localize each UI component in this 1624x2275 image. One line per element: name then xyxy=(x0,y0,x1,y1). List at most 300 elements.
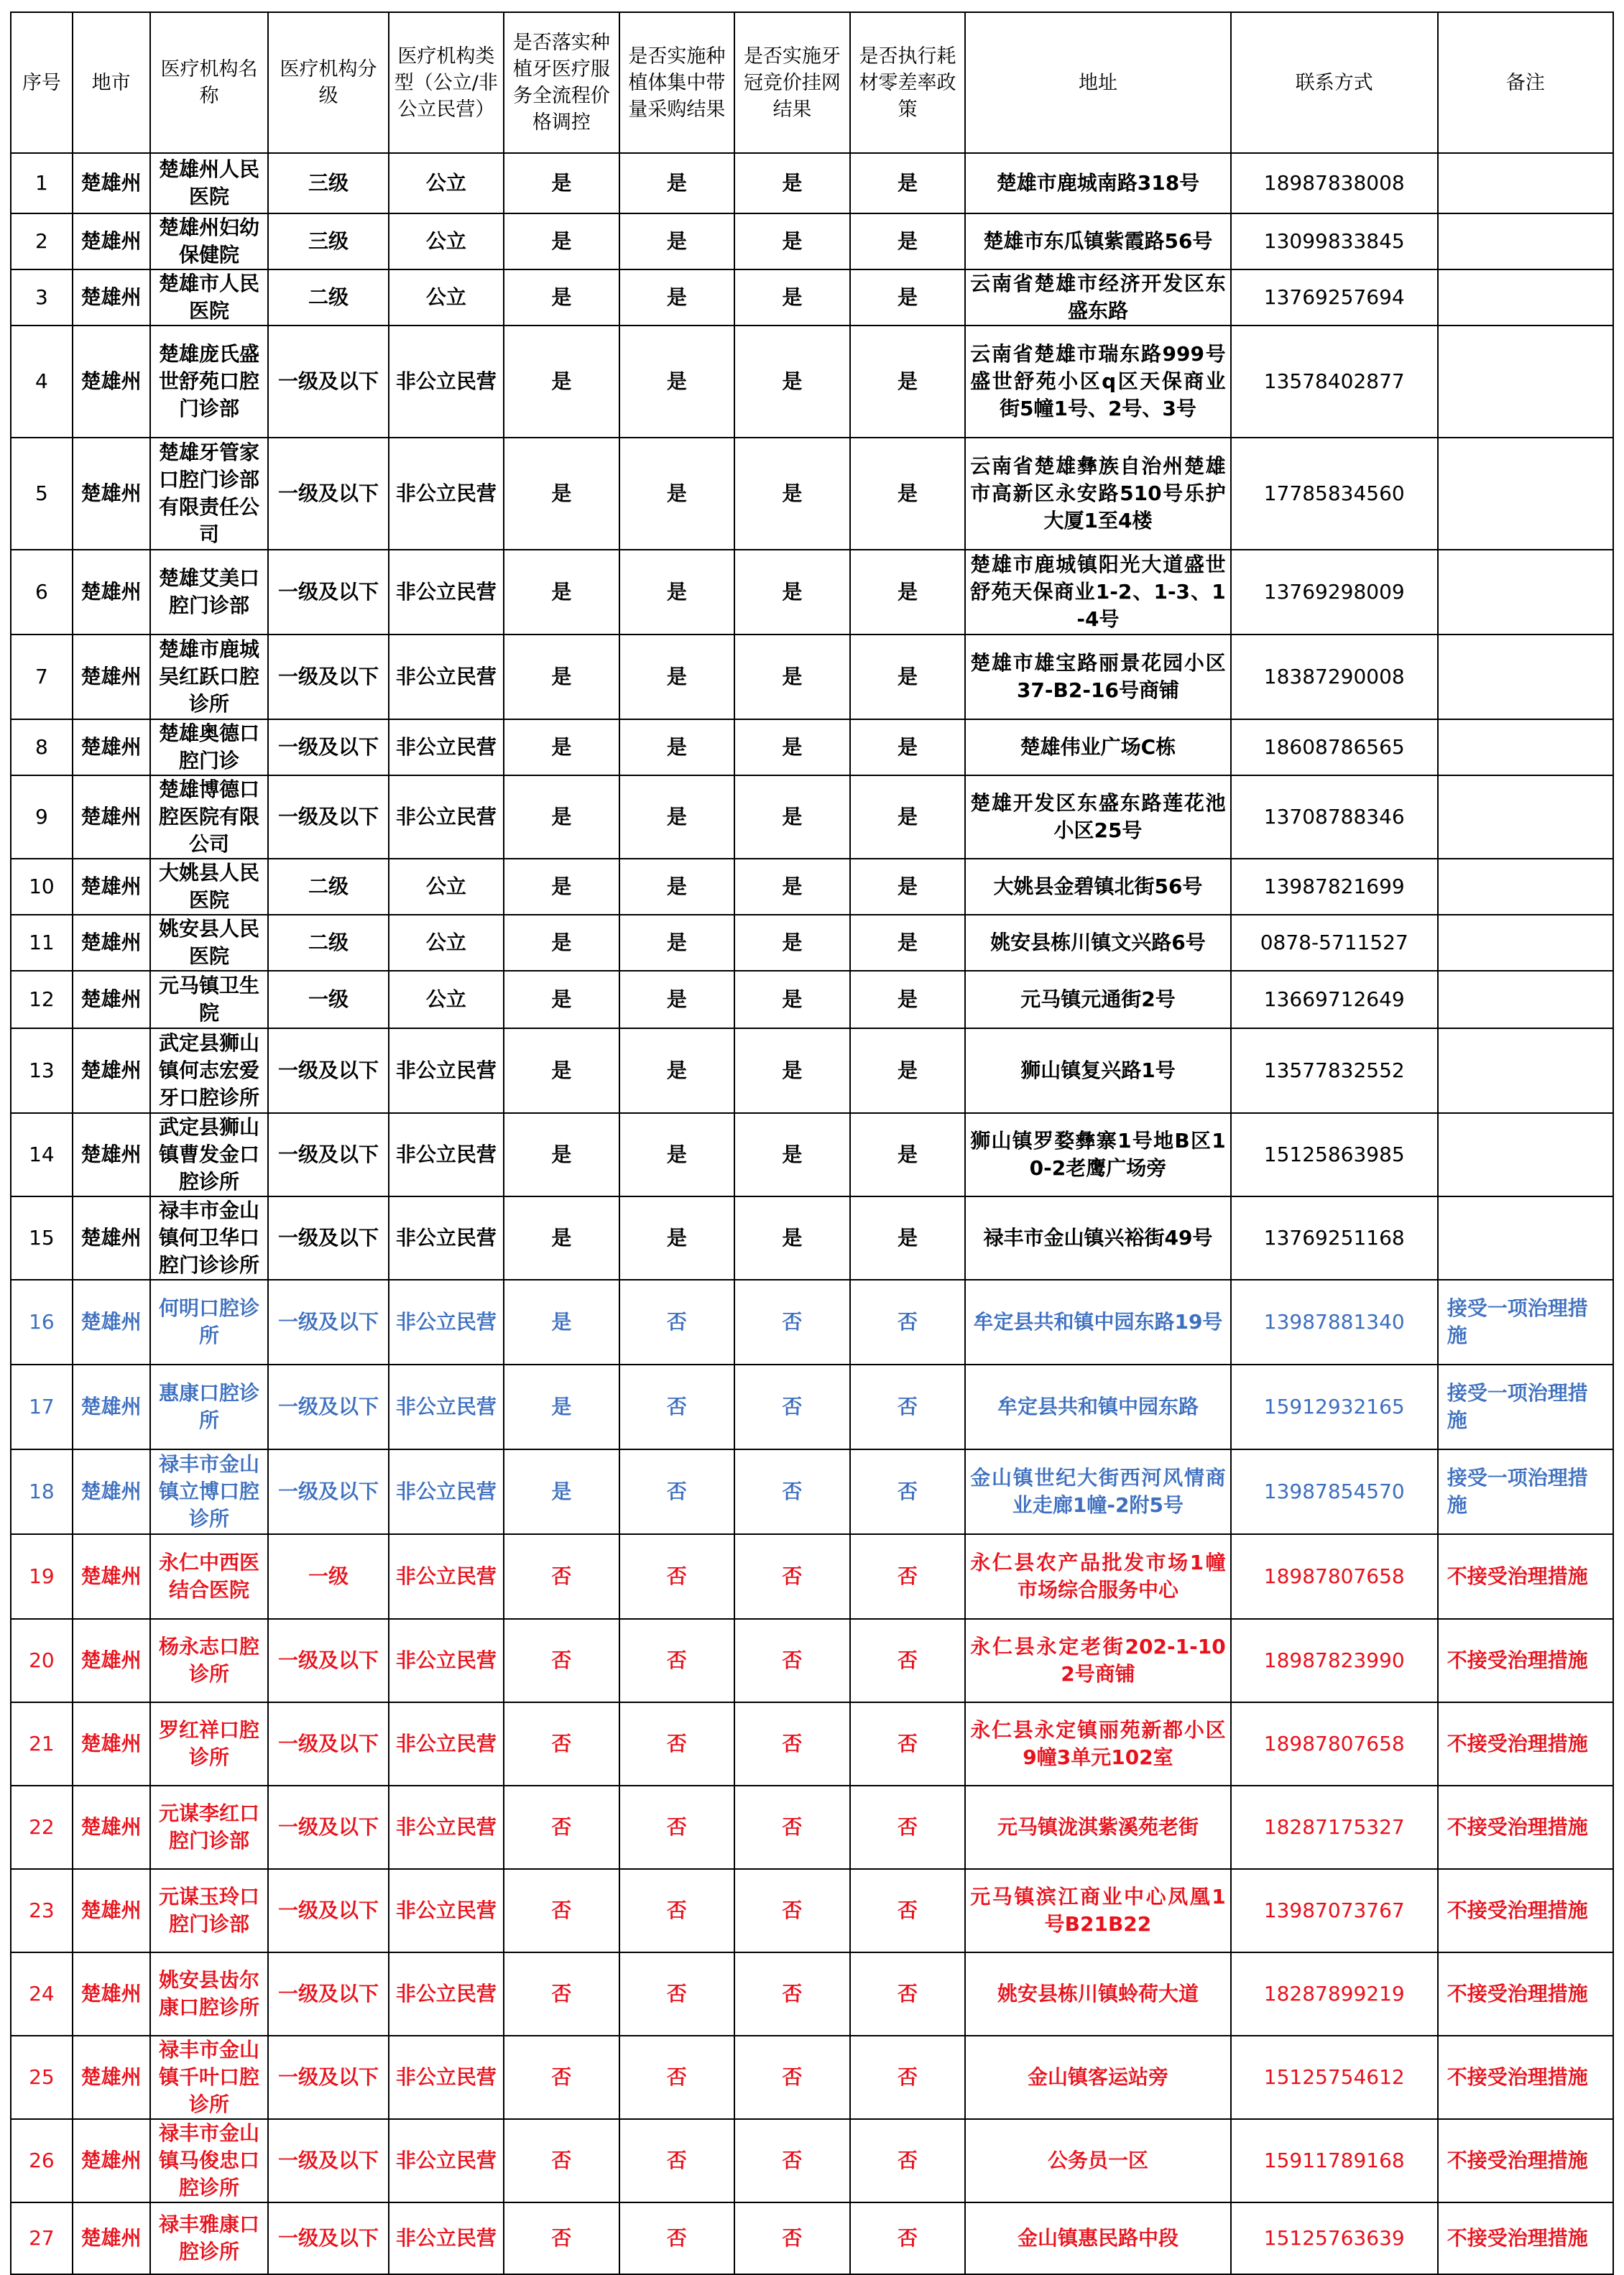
table-body xyxy=(11,153,1613,2274)
table-row xyxy=(11,1113,1613,1196)
cell-note xyxy=(1438,153,1613,213)
cell-addr: 狮山镇罗婺彝寨1号地B区10-2老鹰广场旁 xyxy=(965,1113,1230,1196)
cell-note xyxy=(1438,859,1613,915)
cell-q4: 否 xyxy=(850,1702,966,1786)
cell-q3: 是 xyxy=(734,153,850,213)
cell-addr: 金山镇惠民路中段 xyxy=(965,2202,1230,2274)
cell-q3: 是 xyxy=(734,859,850,915)
cell-q2: 否 xyxy=(619,1449,735,1534)
cell-q2: 是 xyxy=(619,1113,735,1196)
cell-name: 罗红祥口腔诊所 xyxy=(150,1702,269,1786)
cell-q4: 否 xyxy=(850,1619,966,1702)
cell-type: 非公立民营 xyxy=(389,1869,504,1952)
cell-city: 楚雄州 xyxy=(73,1365,150,1449)
cell-city: 楚雄州 xyxy=(73,1702,150,1786)
cell-grade: 一级及以下 xyxy=(268,634,388,719)
cell-no: 26 xyxy=(11,2119,73,2202)
cell-q2: 否 xyxy=(619,1786,735,1869)
cell-type: 非公立民营 xyxy=(389,1952,504,2036)
cell-phone: 18287899219 xyxy=(1231,1952,1438,2036)
cell-q2: 是 xyxy=(619,550,735,634)
cell-name: 禄丰市金山镇千叶口腔诊所 xyxy=(150,2036,269,2119)
cell-q2: 是 xyxy=(619,971,735,1028)
cell-q4: 是 xyxy=(850,634,966,719)
cell-addr: 永仁县永定镇丽苑新都小区9幢3单元102室 xyxy=(965,1702,1230,1786)
cell-type: 非公立民营 xyxy=(389,1028,504,1113)
cell-type: 非公立民营 xyxy=(389,1786,504,1869)
cell-q4: 是 xyxy=(850,1113,966,1196)
cell-addr: 楚雄市东瓜镇紫霞路56号 xyxy=(965,213,1230,269)
cell-addr: 楚雄市鹿城南路318号 xyxy=(965,153,1230,213)
cell-addr: 楚雄开发区东盛东路莲花池小区25号 xyxy=(965,775,1230,859)
header-grade: 医疗机构分级 xyxy=(268,12,388,153)
cell-grade: 一级及以下 xyxy=(268,2036,388,2119)
cell-name: 元谋玉玲口腔门诊部 xyxy=(150,1869,269,1952)
cell-city: 楚雄州 xyxy=(73,1534,150,1619)
header-q2: 是否实施种植体集中带量采购结果 xyxy=(619,12,735,153)
cell-city: 楚雄州 xyxy=(73,719,150,775)
cell-grade: 一级 xyxy=(268,971,388,1028)
cell-no: 15 xyxy=(11,1196,73,1280)
cell-q3: 否 xyxy=(734,1280,850,1365)
cell-city: 楚雄州 xyxy=(73,550,150,634)
cell-name: 元谋李红口腔门诊部 xyxy=(150,1786,269,1869)
cell-addr: 公务员一区 xyxy=(965,2119,1230,2202)
cell-q4: 否 xyxy=(850,1280,966,1365)
cell-grade: 一级及以下 xyxy=(268,438,388,550)
cell-no: 27 xyxy=(11,2202,73,2274)
cell-phone: 13669712649 xyxy=(1231,971,1438,1028)
cell-q3: 是 xyxy=(734,326,850,438)
cell-grade: 一级及以下 xyxy=(268,1952,388,2036)
header-note: 备注 xyxy=(1438,12,1613,153)
cell-type: 非公立民营 xyxy=(389,438,504,550)
cell-q1: 是 xyxy=(504,1196,619,1280)
cell-q4: 是 xyxy=(850,719,966,775)
cell-phone: 15911789168 xyxy=(1231,2119,1438,2202)
cell-addr: 大姚县金碧镇北街56号 xyxy=(965,859,1230,915)
cell-phone: 17785834560 xyxy=(1231,438,1438,550)
cell-name: 大姚县人民医院 xyxy=(150,859,269,915)
cell-q2: 是 xyxy=(619,915,735,971)
table-row xyxy=(11,1280,1613,1365)
cell-name: 禄丰市金山镇立博口腔诊所 xyxy=(150,1449,269,1534)
table-row xyxy=(11,1786,1613,1869)
cell-note xyxy=(1438,915,1613,971)
table-row xyxy=(11,1952,1613,2036)
cell-note xyxy=(1438,269,1613,326)
cell-q1: 是 xyxy=(504,153,619,213)
cell-type: 非公立民营 xyxy=(389,1534,504,1619)
cell-phone: 18987823990 xyxy=(1231,1619,1438,1702)
table-row xyxy=(11,269,1613,326)
cell-phone: 13769251168 xyxy=(1231,1196,1438,1280)
cell-city: 楚雄州 xyxy=(73,971,150,1028)
cell-phone: 0878-5711527 xyxy=(1231,915,1438,971)
cell-q4: 否 xyxy=(850,1365,966,1449)
cell-grade: 三级 xyxy=(268,213,388,269)
cell-note: 不接受治理措施 xyxy=(1438,1619,1613,1702)
cell-city: 楚雄州 xyxy=(73,859,150,915)
cell-name: 禄丰雅康口腔诊所 xyxy=(150,2202,269,2274)
cell-addr: 狮山镇复兴路1号 xyxy=(965,1028,1230,1113)
cell-phone: 13577832552 xyxy=(1231,1028,1438,1113)
cell-city: 楚雄州 xyxy=(73,1869,150,1952)
cell-type: 非公立民营 xyxy=(389,1196,504,1280)
cell-city: 楚雄州 xyxy=(73,1449,150,1534)
cell-q3: 是 xyxy=(734,438,850,550)
table-row xyxy=(11,1196,1613,1280)
cell-q1: 是 xyxy=(504,915,619,971)
cell-no: 23 xyxy=(11,1869,73,1952)
cell-q1: 是 xyxy=(504,326,619,438)
cell-phone: 13099833845 xyxy=(1231,213,1438,269)
table-row xyxy=(11,859,1613,915)
cell-q3: 是 xyxy=(734,634,850,719)
cell-type: 非公立民营 xyxy=(389,2202,504,2274)
cell-name: 楚雄市鹿城吴红跃口腔诊所 xyxy=(150,634,269,719)
cell-type: 非公立民营 xyxy=(389,550,504,634)
cell-city: 楚雄州 xyxy=(73,269,150,326)
cell-q4: 否 xyxy=(850,1534,966,1619)
cell-addr: 永仁县农产品批发市场1幢市场综合服务中心 xyxy=(965,1534,1230,1619)
cell-q3: 否 xyxy=(734,1786,850,1869)
cell-name: 楚雄州人民医院 xyxy=(150,153,269,213)
cell-no: 25 xyxy=(11,2036,73,2119)
cell-q4: 是 xyxy=(850,971,966,1028)
cell-q1: 是 xyxy=(504,719,619,775)
cell-q4: 否 xyxy=(850,1786,966,1869)
cell-addr: 金山镇世纪大街西河风情商业走廊1幢-2附5号 xyxy=(965,1449,1230,1534)
cell-no: 2 xyxy=(11,213,73,269)
cell-q1: 否 xyxy=(504,1952,619,2036)
cell-name: 武定县狮山镇曹发金口腔诊所 xyxy=(150,1113,269,1196)
cell-no: 19 xyxy=(11,1534,73,1619)
cell-grade: 一级及以下 xyxy=(268,1280,388,1365)
cell-city: 楚雄州 xyxy=(73,1113,150,1196)
cell-grade: 一级及以下 xyxy=(268,1702,388,1786)
table-row xyxy=(11,1702,1613,1786)
cell-no: 18 xyxy=(11,1449,73,1534)
cell-grade: 一级及以下 xyxy=(268,1113,388,1196)
cell-q1: 是 xyxy=(504,1028,619,1113)
cell-q3: 是 xyxy=(734,1113,850,1196)
cell-q2: 是 xyxy=(619,634,735,719)
cell-grade: 一级及以下 xyxy=(268,1196,388,1280)
cell-q3: 否 xyxy=(734,1952,850,2036)
cell-name: 楚雄博德口腔医院有限公司 xyxy=(150,775,269,859)
cell-q3: 否 xyxy=(734,1449,850,1534)
cell-addr: 元马镇元通街2号 xyxy=(965,971,1230,1028)
cell-grade: 二级 xyxy=(268,859,388,915)
cell-q1: 是 xyxy=(504,859,619,915)
table-row xyxy=(11,1869,1613,1952)
cell-grade: 一级及以下 xyxy=(268,1619,388,1702)
cell-city: 楚雄州 xyxy=(73,438,150,550)
cell-type: 非公立民营 xyxy=(389,1280,504,1365)
cell-q4: 否 xyxy=(850,2036,966,2119)
cell-type: 公立 xyxy=(389,859,504,915)
cell-city: 楚雄州 xyxy=(73,153,150,213)
cell-name: 姚安县人民医院 xyxy=(150,915,269,971)
cell-phone: 15912932165 xyxy=(1231,1365,1438,1449)
cell-phone: 15125754612 xyxy=(1231,2036,1438,2119)
cell-q4: 否 xyxy=(850,1869,966,1952)
cell-addr: 永仁县永定老街202-1-102号商铺 xyxy=(965,1619,1230,1702)
cell-q1: 是 xyxy=(504,438,619,550)
cell-q4: 是 xyxy=(850,269,966,326)
cell-grade: 一级及以下 xyxy=(268,326,388,438)
cell-note xyxy=(1438,634,1613,719)
header-row xyxy=(11,12,1613,153)
cell-type: 非公立民营 xyxy=(389,1619,504,1702)
table-row xyxy=(11,438,1613,550)
cell-q2: 是 xyxy=(619,1196,735,1280)
cell-type: 非公立民营 xyxy=(389,2036,504,2119)
cell-q1: 否 xyxy=(504,1534,619,1619)
cell-q1: 是 xyxy=(504,971,619,1028)
cell-city: 楚雄州 xyxy=(73,1786,150,1869)
cell-grade: 一级 xyxy=(268,1534,388,1619)
cell-no: 7 xyxy=(11,634,73,719)
cell-grade: 一级及以下 xyxy=(268,1365,388,1449)
cell-q4: 是 xyxy=(850,438,966,550)
cell-q4: 否 xyxy=(850,1952,966,2036)
cell-q3: 否 xyxy=(734,1534,850,1619)
cell-q2: 否 xyxy=(619,1280,735,1365)
cell-city: 楚雄州 xyxy=(73,2036,150,2119)
cell-type: 非公立民营 xyxy=(389,634,504,719)
cell-name: 楚雄州妇幼保健院 xyxy=(150,213,269,269)
cell-addr: 云南省楚雄彝族自治州楚雄市高新区永安路510号乐护大厦1至4楼 xyxy=(965,438,1230,550)
cell-name: 永仁中西医结合医院 xyxy=(150,1534,269,1619)
table-row xyxy=(11,2202,1613,2274)
cell-city: 楚雄州 xyxy=(73,2202,150,2274)
cell-grade: 一级及以下 xyxy=(268,550,388,634)
cell-q1: 是 xyxy=(504,775,619,859)
cell-type: 非公立民营 xyxy=(389,775,504,859)
cell-q2: 是 xyxy=(619,438,735,550)
cell-phone: 18287175327 xyxy=(1231,1786,1438,1869)
cell-grade: 一级及以下 xyxy=(268,1449,388,1534)
cell-note xyxy=(1438,438,1613,550)
table-row xyxy=(11,1365,1613,1449)
cell-grade: 二级 xyxy=(268,915,388,971)
cell-note xyxy=(1438,326,1613,438)
table-row xyxy=(11,326,1613,438)
cell-phone: 13769298009 xyxy=(1231,550,1438,634)
cell-q4: 是 xyxy=(850,550,966,634)
cell-note: 不接受治理措施 xyxy=(1438,1702,1613,1786)
cell-q4: 否 xyxy=(850,1449,966,1534)
cell-q1: 否 xyxy=(504,2119,619,2202)
cell-name: 禄丰市金山镇何卫华口腔门诊诊所 xyxy=(150,1196,269,1280)
header-q3: 是否实施牙冠竞价挂网结果 xyxy=(734,12,850,153)
cell-q2: 是 xyxy=(619,326,735,438)
cell-q3: 否 xyxy=(734,1619,850,1702)
cell-q4: 是 xyxy=(850,859,966,915)
cell-q2: 是 xyxy=(619,153,735,213)
cell-q2: 否 xyxy=(619,2119,735,2202)
cell-no: 12 xyxy=(11,971,73,1028)
table-row xyxy=(11,153,1613,213)
cell-q1: 否 xyxy=(504,2202,619,2274)
cell-q3: 是 xyxy=(734,971,850,1028)
header-phone: 联系方式 xyxy=(1231,12,1438,153)
cell-q2: 否 xyxy=(619,2036,735,2119)
cell-name: 何明口腔诊所 xyxy=(150,1280,269,1365)
cell-name: 武定县狮山镇何志宏爱牙口腔诊所 xyxy=(150,1028,269,1113)
cell-phone: 18608786565 xyxy=(1231,719,1438,775)
cell-city: 楚雄州 xyxy=(73,1952,150,2036)
cell-no: 11 xyxy=(11,915,73,971)
cell-grade: 一级及以下 xyxy=(268,1869,388,1952)
cell-q3: 是 xyxy=(734,550,850,634)
cell-q3: 是 xyxy=(734,775,850,859)
cell-type: 非公立民营 xyxy=(389,1449,504,1534)
cell-type: 非公立民营 xyxy=(389,1365,504,1449)
cell-q2: 否 xyxy=(619,1952,735,2036)
cell-grade: 一级及以下 xyxy=(268,775,388,859)
cell-q4: 是 xyxy=(850,326,966,438)
cell-city: 楚雄州 xyxy=(73,634,150,719)
cell-addr: 元马镇滨江商业中心凤凰1号B21B22 xyxy=(965,1869,1230,1952)
cell-phone: 18387290008 xyxy=(1231,634,1438,719)
cell-phone: 15125863985 xyxy=(1231,1113,1438,1196)
cell-q4: 否 xyxy=(850,2202,966,2274)
cell-q2: 否 xyxy=(619,1702,735,1786)
cell-no: 20 xyxy=(11,1619,73,1702)
cell-type: 非公立民营 xyxy=(389,2119,504,2202)
cell-phone: 13769257694 xyxy=(1231,269,1438,326)
cell-q3: 否 xyxy=(734,1365,850,1449)
cell-note xyxy=(1438,1028,1613,1113)
cell-phone: 13987854570 xyxy=(1231,1449,1438,1534)
cell-no: 4 xyxy=(11,326,73,438)
cell-type: 非公立民营 xyxy=(389,1113,504,1196)
cell-q2: 是 xyxy=(619,213,735,269)
cell-phone: 13578402877 xyxy=(1231,326,1438,438)
cell-phone: 13987821699 xyxy=(1231,859,1438,915)
cell-q1: 是 xyxy=(504,269,619,326)
cell-note xyxy=(1438,971,1613,1028)
cell-note xyxy=(1438,213,1613,269)
cell-q4: 是 xyxy=(850,1196,966,1280)
table-row xyxy=(11,2036,1613,2119)
cell-city: 楚雄州 xyxy=(73,775,150,859)
cell-type: 公立 xyxy=(389,269,504,326)
cell-phone: 18987807658 xyxy=(1231,1534,1438,1619)
cell-grade: 一级及以下 xyxy=(268,1028,388,1113)
cell-q4: 是 xyxy=(850,213,966,269)
cell-city: 楚雄州 xyxy=(73,1028,150,1113)
cell-city: 楚雄州 xyxy=(73,915,150,971)
cell-name: 楚雄艾美口腔门诊部 xyxy=(150,550,269,634)
cell-name: 惠康口腔诊所 xyxy=(150,1365,269,1449)
cell-note: 接受一项治理措施 xyxy=(1438,1280,1613,1365)
cell-type: 非公立民营 xyxy=(389,1702,504,1786)
cell-phone: 13987881340 xyxy=(1231,1280,1438,1365)
cell-q1: 否 xyxy=(504,1869,619,1952)
cell-grade: 一级及以下 xyxy=(268,1786,388,1869)
cell-q3: 否 xyxy=(734,2036,850,2119)
cell-addr: 禄丰市金山镇兴裕街49号 xyxy=(965,1196,1230,1280)
table-row xyxy=(11,915,1613,971)
cell-name: 楚雄庞氏盛世舒苑口腔门诊部 xyxy=(150,326,269,438)
cell-name: 禄丰市金山镇马俊忠口腔诊所 xyxy=(150,2119,269,2202)
cell-q1: 否 xyxy=(504,2036,619,2119)
cell-type: 非公立民营 xyxy=(389,719,504,775)
header-addr: 地址 xyxy=(965,12,1230,153)
cell-addr: 姚安县栋川镇文兴路6号 xyxy=(965,915,1230,971)
cell-note: 接受一项治理措施 xyxy=(1438,1365,1613,1449)
cell-note: 不接受治理措施 xyxy=(1438,1952,1613,2036)
table-row xyxy=(11,1449,1613,1534)
table-row xyxy=(11,213,1613,269)
header-type: 医疗机构类型（公立/非公立民营） xyxy=(389,12,504,153)
cell-q3: 否 xyxy=(734,1702,850,1786)
cell-q2: 是 xyxy=(619,719,735,775)
cell-no: 1 xyxy=(11,153,73,213)
table-row xyxy=(11,2119,1613,2202)
cell-grade: 二级 xyxy=(268,269,388,326)
cell-city: 楚雄州 xyxy=(73,1619,150,1702)
cell-name: 楚雄市人民医院 xyxy=(150,269,269,326)
cell-no: 22 xyxy=(11,1786,73,1869)
cell-note: 不接受治理措施 xyxy=(1438,2202,1613,2274)
cell-no: 17 xyxy=(11,1365,73,1449)
cell-q4: 是 xyxy=(850,153,966,213)
cell-no: 13 xyxy=(11,1028,73,1113)
cell-grade: 三级 xyxy=(268,153,388,213)
cell-q4: 是 xyxy=(850,775,966,859)
cell-q3: 是 xyxy=(734,269,850,326)
cell-no: 16 xyxy=(11,1280,73,1365)
cell-grade: 一级及以下 xyxy=(268,2202,388,2274)
table-row xyxy=(11,1028,1613,1113)
cell-phone: 15125763639 xyxy=(1231,2202,1438,2274)
cell-name: 楚雄奥德口腔门诊 xyxy=(150,719,269,775)
cell-type: 公立 xyxy=(389,153,504,213)
cell-note: 不接受治理措施 xyxy=(1438,2036,1613,2119)
cell-city: 楚雄州 xyxy=(73,1280,150,1365)
header-q4: 是否执行耗材零差率政策 xyxy=(850,12,966,153)
cell-q3: 是 xyxy=(734,719,850,775)
cell-phone: 13987073767 xyxy=(1231,1869,1438,1952)
cell-q2: 是 xyxy=(619,859,735,915)
cell-addr: 牟定县共和镇中园东路19号 xyxy=(965,1280,1230,1365)
cell-q1: 是 xyxy=(504,634,619,719)
table-row xyxy=(11,971,1613,1028)
cell-q1: 是 xyxy=(504,1113,619,1196)
cell-q4: 是 xyxy=(850,915,966,971)
cell-q2: 是 xyxy=(619,1028,735,1113)
cell-q2: 否 xyxy=(619,1869,735,1952)
cell-q4: 是 xyxy=(850,1028,966,1113)
cell-q3: 是 xyxy=(734,915,850,971)
cell-no: 14 xyxy=(11,1113,73,1196)
cell-q2: 是 xyxy=(619,269,735,326)
cell-city: 楚雄州 xyxy=(73,326,150,438)
header-city: 地市 xyxy=(73,12,150,153)
cell-q3: 是 xyxy=(734,1196,850,1280)
cell-note: 接受一项治理措施 xyxy=(1438,1449,1613,1534)
cell-note xyxy=(1438,719,1613,775)
cell-no: 10 xyxy=(11,859,73,915)
cell-note: 不接受治理措施 xyxy=(1438,1534,1613,1619)
cell-q1: 否 xyxy=(504,1702,619,1786)
cell-q1: 否 xyxy=(504,1786,619,1869)
